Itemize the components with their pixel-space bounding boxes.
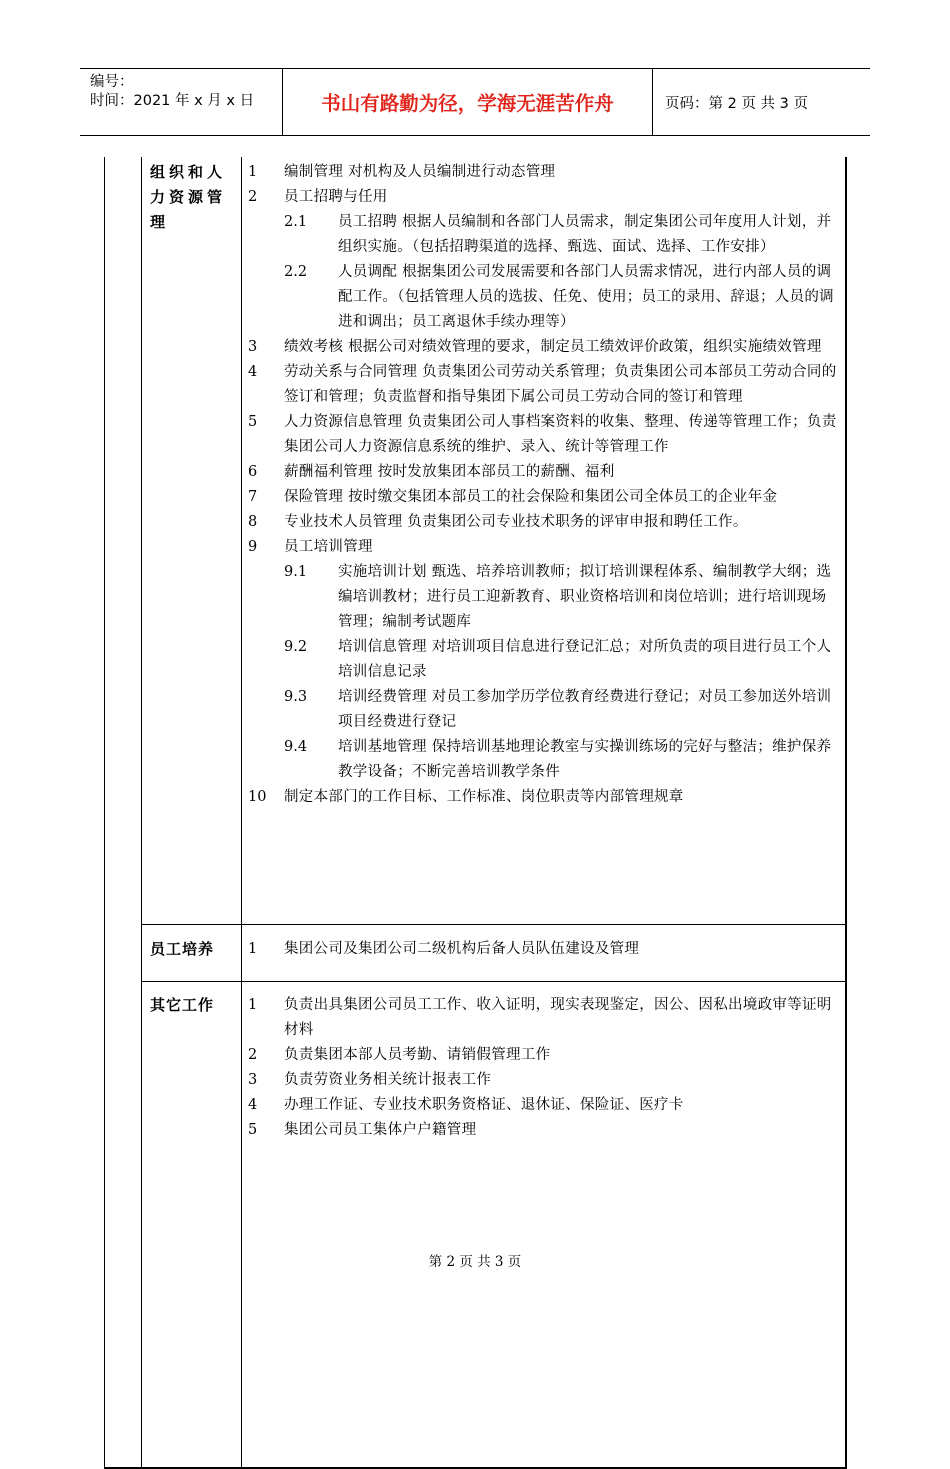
page-header — [80, 68, 870, 136]
item-text: 员工培训管理 — [284, 539, 373, 555]
row-divider-1 — [141, 924, 847, 925]
table-left-border — [104, 157, 105, 1469]
section-title-cultivation: 员工培养 — [150, 940, 215, 958]
list-item — [248, 510, 838, 535]
item-number: 4 — [248, 364, 258, 380]
item-text: 薪酬福利管理 按时发放集团本部员工的薪酬、福利 — [284, 464, 615, 480]
item-text: 劳动关系与合同管理 负责集团公司劳动关系管理；负责集团公司本部员工劳动合同的签订和管理；负责监督和指导集团下属公司员工劳动合同的签订和管理 — [284, 364, 837, 405]
item-number: 5 — [248, 1122, 258, 1138]
list-item — [248, 560, 838, 635]
list-item — [248, 535, 838, 560]
item-number: 1 — [248, 997, 258, 1013]
header-motto: 书山有路勤为径，学海无涯苦作舟 — [283, 69, 653, 135]
item-text: 负责出具集团公司员工工作、收入证明，现实表现鉴定，因公、因私出境政审等证明材料 — [284, 997, 832, 1038]
item-text: 办理工作证、专业技术职务资格证、退休证、保险证、医疗卡 — [284, 1097, 684, 1113]
list-item — [248, 485, 838, 510]
section-content-other — [248, 993, 838, 1143]
list-item — [248, 735, 838, 785]
item-number: 4 — [248, 1097, 258, 1113]
list-item — [248, 993, 838, 1043]
item-text: 人力资源信息管理 负责集团公司人事档案资料的收集、整理、传递等管理工作；负责集团公司人力资源信息系统的维护、录入、统计等管理工作 — [284, 414, 837, 455]
list-item — [248, 210, 838, 260]
list-item — [248, 937, 838, 962]
item-text: 培训信息管理 对培训项目信息进行登记汇总；对所负责的项目进行员工个人培训信息记录 — [338, 639, 832, 680]
item-text: 保险管理 按时缴交集团本部员工的社会保险和集团公司全体员工的企业年金 — [284, 489, 778, 505]
item-number: 5 — [248, 414, 258, 430]
item-number: 9.3 — [284, 689, 308, 705]
item-text: 集团公司及集团公司二级机构后备人员队伍建设及管理 — [284, 941, 640, 957]
section-title-other: 其它工作 — [150, 996, 215, 1014]
item-number: 1 — [248, 941, 258, 957]
item-text: 集团公司员工集体户户籍管理 — [284, 1122, 477, 1138]
item-text: 负责集团本部人员考勤、请销假管理工作 — [284, 1047, 551, 1063]
item-number: 2.1 — [284, 214, 308, 230]
item-number: 2 — [248, 1047, 258, 1063]
item-text: 员工招聘与任用 — [284, 189, 388, 205]
header-page-code: 页码：第 2 页 共 3 页 — [665, 95, 808, 112]
list-item — [248, 1043, 838, 1068]
item-text: 培训基地管理 保持培训基地理论教室与实操训练场的完好与整洁；维护保养教学设备；不断完善培训教学条件 — [338, 739, 832, 780]
table-inner-left-border — [141, 157, 142, 1469]
list-item — [248, 1118, 838, 1143]
list-item — [248, 185, 838, 210]
item-text: 绩效考核 根据公司对绩效管理的要求，制定员工绩效评价政策，组织实施绩效管理 — [284, 339, 822, 355]
item-number: 3 — [248, 339, 258, 355]
doc-date: 时间：2021 年 x 月 x 日 — [90, 93, 255, 109]
section-title-org-hr: 组织和人力资源管理 — [150, 163, 227, 231]
list-item — [248, 635, 838, 685]
page-footer: 第 2 页 共 3 页 — [428, 1254, 522, 1270]
item-number: 9.2 — [284, 639, 308, 655]
item-number: 9.1 — [284, 564, 308, 580]
item-number: 9 — [248, 539, 258, 555]
item-text: 人员调配 根据集团公司发展需要和各部门人员需求情况，进行内部人员的调配工作。（包括管理人员的选拔、任免、使用；员工的录用、辞退；人员的调进和调出；员工离退休手续办理等） — [338, 264, 834, 330]
list-item — [248, 160, 838, 185]
item-number: 3 — [248, 1072, 258, 1088]
table-column-divider — [241, 157, 242, 1469]
row-divider-2 — [141, 981, 847, 982]
item-number: 10 — [248, 789, 267, 805]
list-item — [248, 260, 838, 335]
item-number: 2 — [248, 189, 258, 205]
list-item — [248, 785, 838, 810]
item-number: 2.2 — [284, 264, 308, 280]
list-item — [248, 1068, 838, 1093]
list-item — [248, 460, 838, 485]
item-text: 员工招聘 根据人员编制和各部门人员需求，制定集团公司年度用人计划，并组织实施。（包括招聘渠道的选择、甄选、面试、选择、工作安排） — [338, 214, 832, 255]
item-number: 1 — [248, 164, 258, 180]
item-text: 负责劳资业务相关统计报表工作 — [284, 1072, 492, 1088]
list-item — [248, 360, 838, 410]
item-text: 制定本部门的工作目标、工作标准、岗位职责等内部管理规章 — [284, 789, 684, 805]
list-item — [248, 410, 838, 460]
table-right-border — [845, 157, 847, 1469]
item-number: 8 — [248, 514, 258, 530]
doc-code-label: 编号： — [90, 74, 134, 90]
item-text: 实施培训计划 甄选、培养培训教师；拟订培训课程体系、编制教学大纲；选编培训教材；进行员工迎新教育、职业资格培训和岗位培训；进行培训现场管理；编制考试题库 — [338, 564, 832, 630]
item-text: 培训经费管理 对员工参加学历学位教育经费进行登记；对员工参加送外培训项目经费进行登记 — [338, 689, 832, 730]
item-number: 7 — [248, 489, 258, 505]
list-item — [248, 335, 838, 360]
section-content-org-hr — [248, 160, 838, 810]
list-item — [248, 685, 838, 735]
item-number: 9.4 — [284, 739, 308, 755]
item-text: 编制管理 对机构及人员编制进行动态管理 — [284, 164, 556, 180]
header-meta — [80, 69, 283, 135]
item-text: 专业技术人员管理 负责集团公司专业技术职务的评审申报和聘任工作。 — [284, 514, 748, 530]
item-number: 6 — [248, 464, 258, 480]
list-item — [248, 1093, 838, 1118]
section-content-cultivation — [248, 937, 838, 962]
